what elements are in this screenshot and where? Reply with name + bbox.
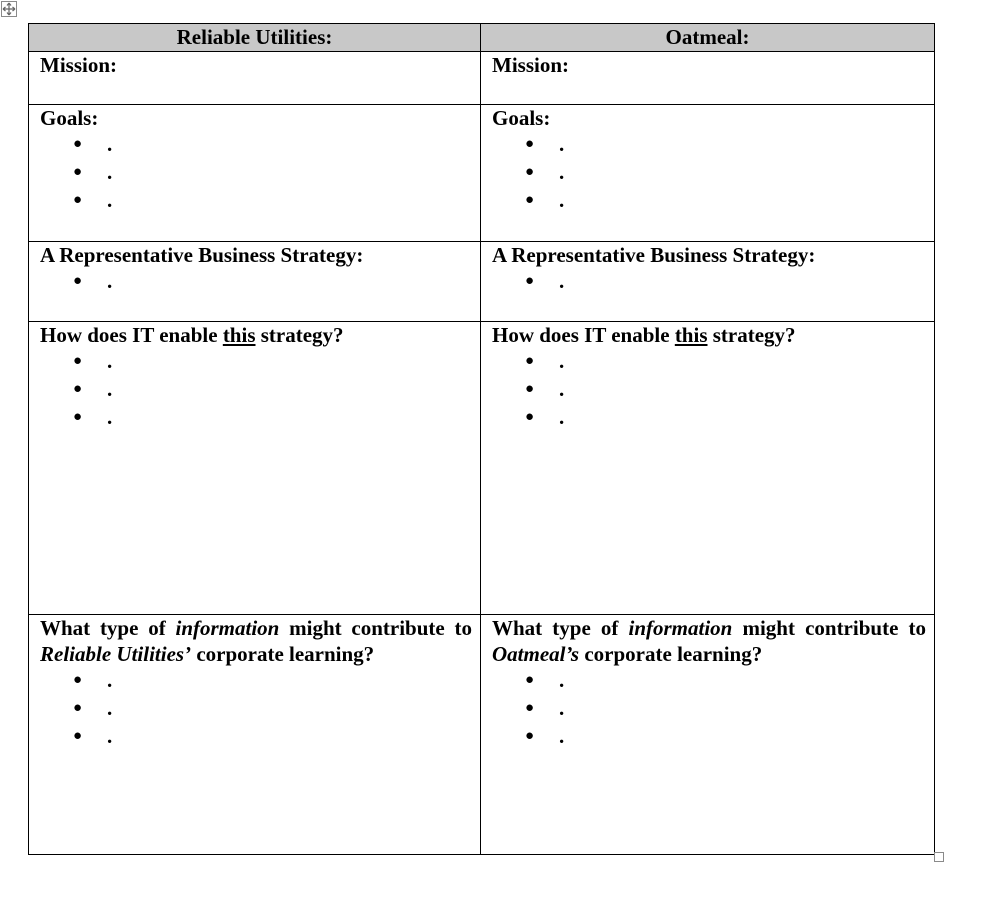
strategy-bullet-item[interactable]: ● . [492, 268, 934, 296]
emphasis-this: this [222, 323, 256, 347]
information-cell-reliable-utilities[interactable] [29, 615, 481, 855]
strategy-label: A Representative Business Strategy: [40, 243, 364, 267]
column-header-reliable-utilities: Reliable Utilities: [29, 24, 481, 52]
strategy-list [492, 268, 934, 296]
it-bullet-item[interactable]: ● . [40, 376, 480, 404]
goals-cell-oatmeal[interactable] [481, 105, 935, 242]
mission-label: Mission: [40, 53, 118, 77]
information-row [29, 615, 935, 855]
information-list [492, 667, 934, 751]
information-list [40, 667, 480, 751]
strategy-row [29, 242, 935, 322]
mission-row [29, 52, 935, 105]
it-bullet-item[interactable]: ● . [492, 348, 934, 376]
it-bullet-item[interactable]: ● . [492, 404, 934, 432]
goals-label: Goals: [492, 106, 551, 130]
it-bullet-item[interactable]: ● . [492, 376, 934, 404]
goal-bullet-item[interactable]: ● . [40, 187, 480, 215]
comparison-table [28, 23, 935, 855]
mission-cell-reliable-utilities[interactable] [29, 52, 481, 105]
it-enable-question: How does IT enable this strategy? [40, 323, 344, 347]
info-bullet-item[interactable]: ● . [40, 723, 480, 751]
info-bullet-item[interactable]: ● . [40, 695, 480, 723]
info-bullet-item[interactable]: ● . [40, 667, 480, 695]
goals-row [29, 105, 935, 242]
it-enable-list [40, 348, 480, 432]
table-resize-handle[interactable] [934, 852, 944, 862]
goal-bullet-item[interactable]: ● . [492, 159, 934, 187]
emphasis-this: this [674, 323, 708, 347]
info-bullet-item[interactable]: ● . [492, 695, 934, 723]
move-arrows-icon [2, 2, 16, 16]
information-cell-oatmeal[interactable] [481, 615, 935, 855]
table-move-handle[interactable] [1, 1, 17, 17]
goal-bullet-item[interactable]: ● . [492, 131, 934, 159]
it-bullet-item[interactable]: ● . [40, 404, 480, 432]
it-bullet-item[interactable]: ● . [40, 348, 480, 376]
goals-list [492, 131, 934, 215]
strategy-cell-oatmeal[interactable] [481, 242, 935, 322]
it-enable-row [29, 322, 935, 615]
strategy-cell-reliable-utilities[interactable] [29, 242, 481, 322]
header-row [29, 24, 935, 52]
mission-label: Mission: [492, 53, 570, 77]
info-bullet-item[interactable]: ● . [492, 723, 934, 751]
it-enable-cell-oatmeal[interactable] [481, 322, 935, 615]
goal-bullet-item[interactable]: ● . [40, 159, 480, 187]
goal-bullet-item[interactable]: ● . [492, 187, 934, 215]
it-enable-question: How does IT enable this strategy? [492, 323, 796, 347]
mission-cell-oatmeal[interactable] [481, 52, 935, 105]
column-header-oatmeal: Oatmeal: [481, 24, 935, 52]
goals-label: Goals: [40, 106, 99, 130]
goals-cell-reliable-utilities[interactable] [29, 105, 481, 242]
information-question: What type of information might contribute to Oatmeal’s corporate learning? [492, 616, 926, 666]
goals-list [40, 131, 480, 215]
it-enable-list [492, 348, 934, 432]
info-bullet-item[interactable]: ● . [492, 667, 934, 695]
goal-bullet-item[interactable]: ● . [40, 131, 480, 159]
it-enable-cell-reliable-utilities[interactable] [29, 322, 481, 615]
strategy-label: A Representative Business Strategy: [492, 243, 816, 267]
strategy-list [40, 268, 480, 296]
strategy-bullet-item[interactable]: ● . [40, 268, 480, 296]
information-question: What type of information might contribute to Reliable Utilities’ corporate learning? [40, 616, 472, 666]
